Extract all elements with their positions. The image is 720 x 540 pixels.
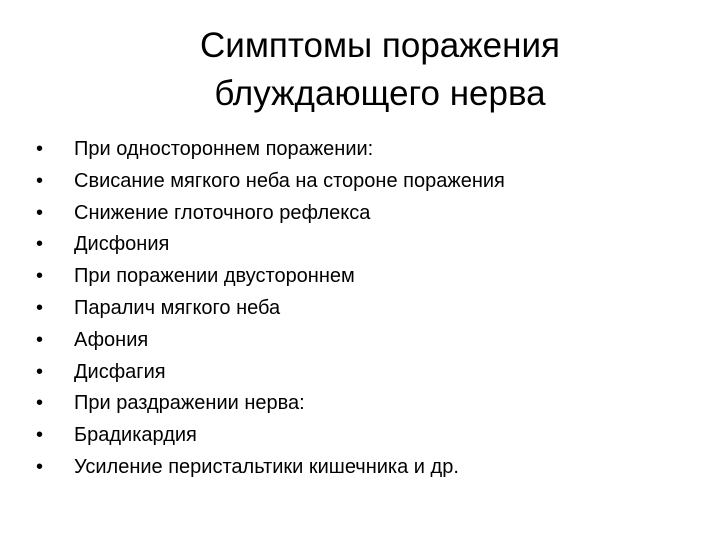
list-item xyxy=(36,200,505,232)
list-item xyxy=(36,327,505,359)
title-line-2: блуждающего нерва xyxy=(214,74,546,113)
list-item-text: Брадикардия xyxy=(74,424,197,447)
list-item xyxy=(36,390,505,422)
bullet-icon: • xyxy=(36,265,44,288)
list-item-text: Паралич мягкого неба xyxy=(74,296,281,319)
bullet-icon: • xyxy=(36,233,44,256)
list-item xyxy=(36,136,505,168)
bullet-icon: • xyxy=(36,328,44,351)
list-item-text: При поражении двустороннем xyxy=(74,265,355,288)
bullet-icon: • xyxy=(36,455,44,478)
bullet-icon: • xyxy=(36,360,44,383)
list-item-text: Дисфония xyxy=(74,233,170,256)
bullet-icon: • xyxy=(36,201,44,224)
list-item-text: Усиление перистальтики кишечника и др. xyxy=(74,455,459,478)
list-item-text: При раздражении нерва: xyxy=(74,392,305,415)
title-line-1: Симптомы поражения xyxy=(200,26,560,65)
list-item-text: Дисфагия xyxy=(74,360,166,383)
list-item xyxy=(36,168,505,200)
list-item xyxy=(36,263,505,295)
list-item-text: Афония xyxy=(74,328,149,351)
list-item-text: Снижение глоточного рефлекса xyxy=(74,201,371,224)
list-item-text: При одностороннем поражении: xyxy=(74,138,374,160)
list-item xyxy=(36,454,505,486)
bullet-icon: • xyxy=(36,169,44,192)
list-item xyxy=(36,231,505,263)
bullet-list xyxy=(36,136,505,486)
bullet-icon: • xyxy=(36,392,44,415)
bullet-icon: • xyxy=(36,296,44,319)
list-item xyxy=(36,295,505,327)
bullet-icon: • xyxy=(36,424,44,447)
list-item-text: Свисание мягкого неба на стороне поражения xyxy=(74,169,505,192)
list-item xyxy=(36,422,505,454)
bullet-icon: • xyxy=(36,138,44,160)
slide-title xyxy=(110,22,650,118)
list-item xyxy=(36,359,505,391)
